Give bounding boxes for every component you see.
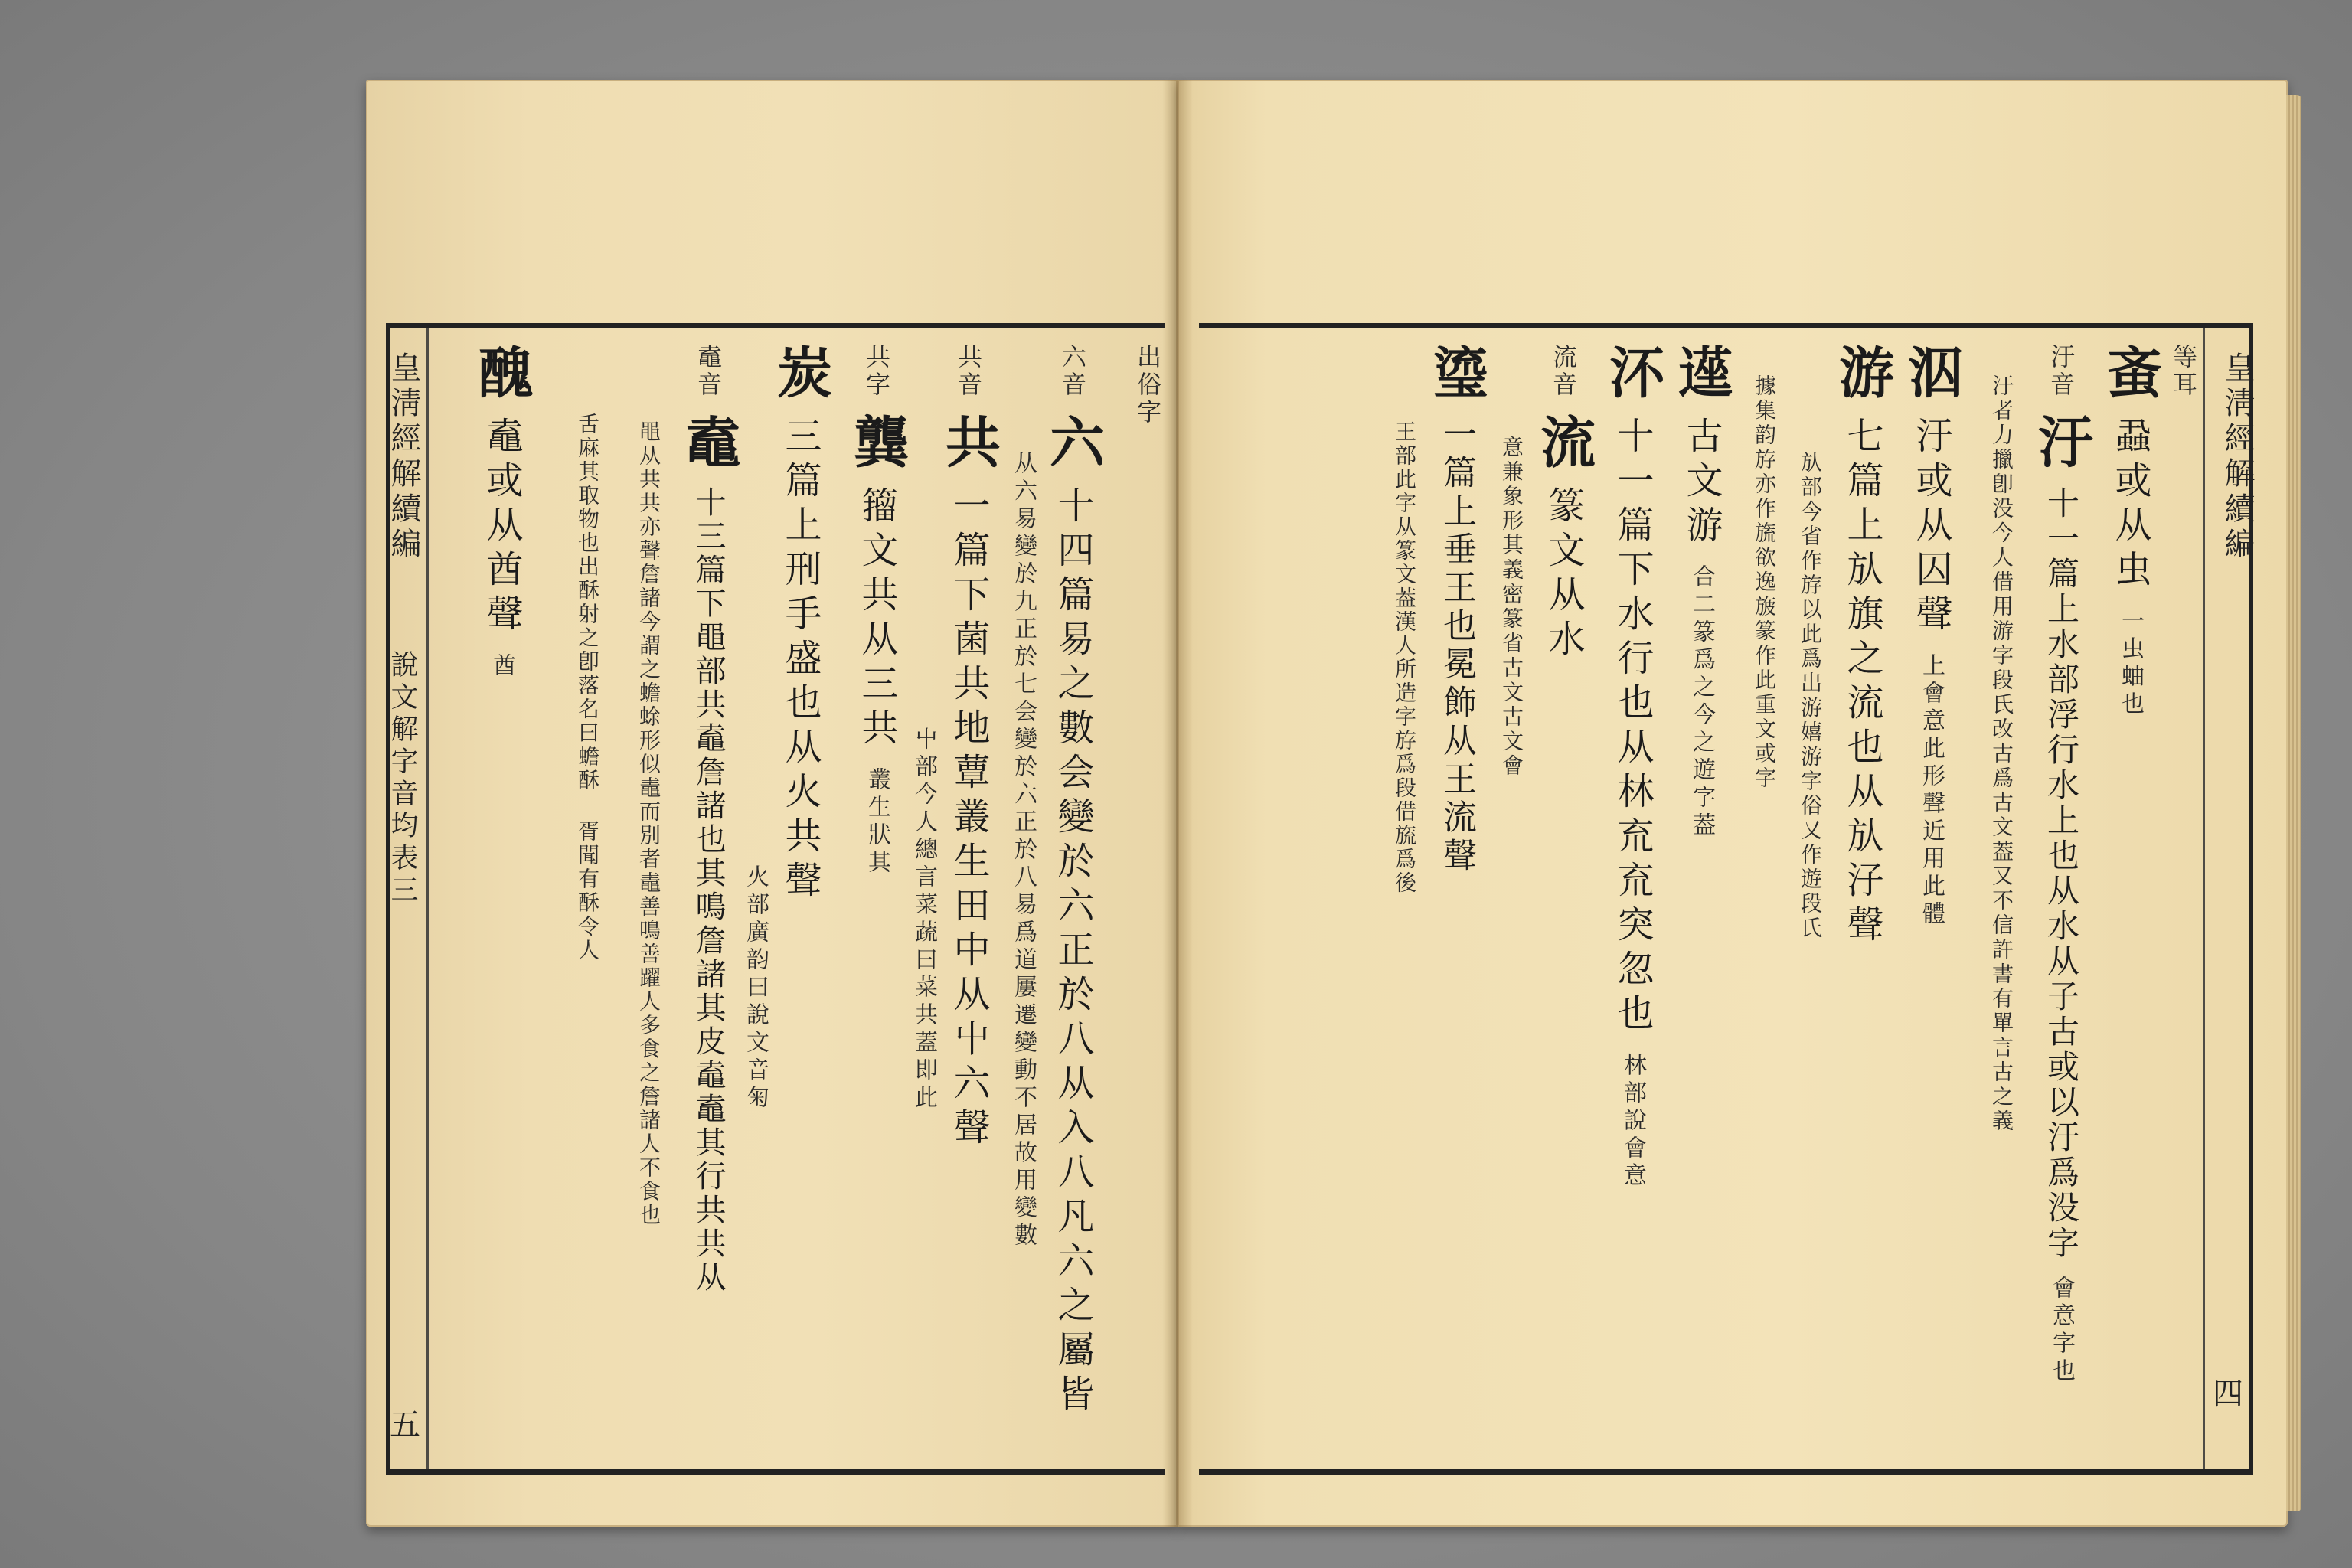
text-column: 醜 鼁或从酋聲 酋 bbox=[469, 344, 534, 681]
text-column: 共音 共 一篇下菌共地蕈叢生田中从屮六聲 bbox=[936, 344, 1001, 1152]
text-column: 汙音 汙 十一篇上水部浮行水上也从水从子古或以汙爲没字 會意字也 bbox=[2029, 344, 2094, 1386]
text-column: 遳 古文游 合二篆爲之今之遊字葢 bbox=[1669, 344, 1734, 840]
text-column: 據集韵斿亦作旒欲逸旇篆作此重文或字 bbox=[1752, 374, 1777, 791]
right-text-frame bbox=[1199, 323, 2253, 1475]
left-folio: 五 bbox=[390, 1407, 420, 1442]
right-folio: 四 bbox=[2213, 1377, 2243, 1412]
text-column: 黽从共共亦聲詹諸今謂之蟾蜍形似鼃而別者鼃善鳴善躍人多食之詹諸人不食也 bbox=[636, 420, 662, 1227]
text-column: 等耳 bbox=[2169, 344, 2198, 399]
text-column: 屮部今人總言菜蔬曰菜共蓋即此 bbox=[910, 727, 937, 1112]
text-column: 炭 三篇上刑手盛也从火共聲 bbox=[768, 344, 833, 905]
text-column: 蚉 蝨或从虫 一虫蚰也 bbox=[2098, 344, 2163, 719]
open-book bbox=[366, 80, 2288, 1527]
column-rule bbox=[426, 328, 429, 1469]
book-gutter bbox=[1162, 80, 1193, 1527]
text-column: 鼁音 鼁 十三篇下黽部共鼁詹諸也其鳴詹諸其皮鼁鼁其行共共从 bbox=[676, 344, 741, 1295]
column-rule bbox=[2203, 328, 2205, 1469]
text-column: 泅 汙或从囚聲 上會意此形聲近用此體 bbox=[1899, 344, 1964, 929]
text-column: 㳅 十一篇下水行也从林㐬㐬突忽也 林部說會意 bbox=[1600, 344, 1665, 1191]
text-column: 六音 六 十四篇易之數会變於六正於八从入八凡六之屬皆 bbox=[1040, 344, 1106, 1419]
left-margin-title: 皇淸經解續編 bbox=[386, 351, 421, 563]
left-text-frame bbox=[386, 323, 1165, 1475]
text-column: 㫃部今省作斿以此爲出游嬉游字俗又作遊段氏 bbox=[1798, 451, 1823, 941]
text-column: 从六易變於九正於七会變於六正於八易爲道屢遷變動不居故用變數 bbox=[1010, 451, 1037, 1250]
text-column: 王部此字从篆文葢漢人所造字斿爲段借旒爲後 bbox=[1392, 420, 1417, 895]
text-column: 瑬 一篇上垂王也冕飾从王流聲 bbox=[1424, 344, 1489, 876]
right-margin-title: 皇淸經解續編 bbox=[2220, 351, 2255, 563]
text-column: 汙者力擸卽没今人借用游字段氏改古爲古文葢又不信許書有單言古之義 bbox=[1989, 374, 2014, 1134]
left-fish-tail-label: 說文解字音均表三 bbox=[387, 650, 418, 907]
text-column: 意兼象形其義密篆省古文古文會 bbox=[1499, 436, 1524, 779]
text-column: 共字 龔 籀文共从三共 叢生狀其 bbox=[844, 344, 910, 877]
page-edges bbox=[2286, 95, 2301, 1511]
text-column: 舌麻其取物也出酥射之卽落名曰蟾酥 胥聞有酥令人 bbox=[575, 413, 600, 962]
text-column: 火部廣韵曰說文音匊 bbox=[742, 864, 769, 1112]
text-column: 出俗字 bbox=[1133, 344, 1162, 426]
text-column: 游 七篇上㫃旗之流也从㫃汓聲 bbox=[1830, 344, 1895, 949]
text-column: 流音 流 篆文从水 bbox=[1531, 344, 1596, 664]
